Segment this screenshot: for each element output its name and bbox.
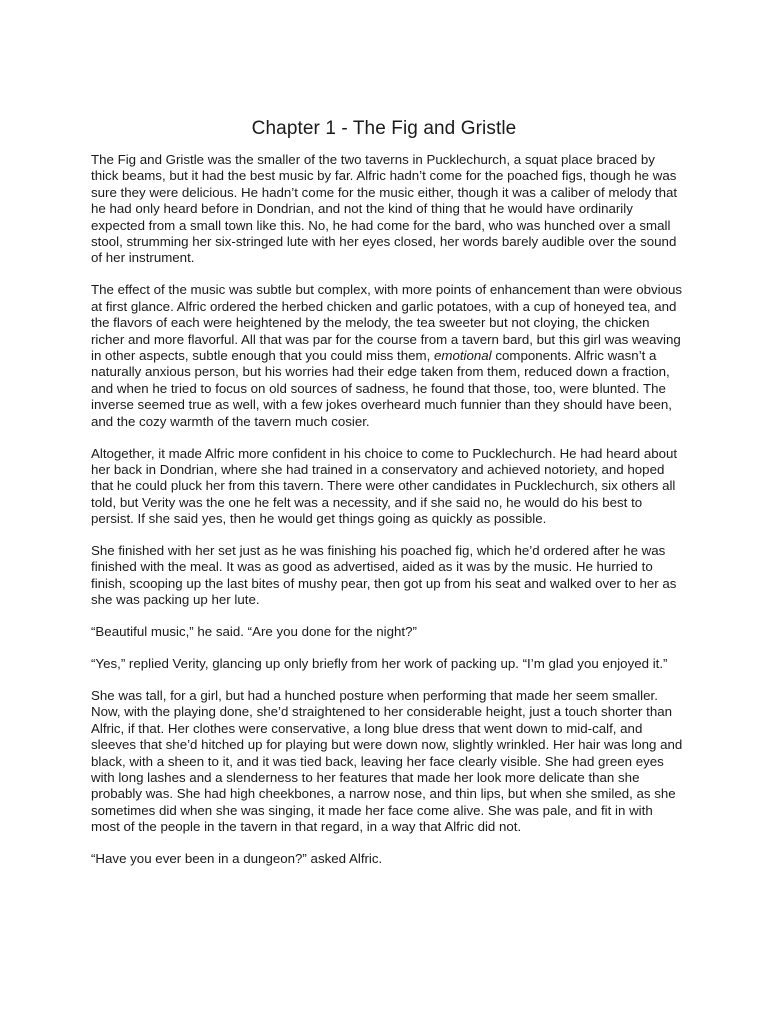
paragraph-3: Altogether, it made Alfric more confident in his choice to come to Pucklechurch. He had heard about her back in Dondrian, where she had trained in a conservatory and achieved notoriety, and hoped that he could pluck her from this tavern. There were other candidates in Pucklechurch, six others all told, but Verity was the one he felt was a necessity, and if she said no, he would do his best to persist. If she said yes, then he would get things going as quickly as possible. <box>91 445 678 527</box>
paragraph-5: “Beautiful music,” he said. “Are you done for the night?” <box>91 624 417 640</box>
paragraph-2 <box>91 282 684 430</box>
paragraph-2-after: components. Alfric wasn’t a naturally anxious person, but his worries had their edge taken from them, reduced down a fraction, and when he tried to focus on old sources of sadness, he found that those, too, were blunted. The inverse seemed true as well, with a few jokes overheard much funnier than they should have been, and the cozy warmth of the tavern much cosier. <box>91 347 672 429</box>
paragraph-8: “Have you ever been in a dungeon?” asked Alfric. <box>91 851 383 867</box>
paragraph-6: “Yes,” replied Verity, glancing up only briefly from her work of packing up. “I’m glad you enjoyed it.” <box>91 656 668 672</box>
paragraph-7: She was tall, for a girl, but had a hunched posture when performing that made her seem smaller. Now, with the playing done, she’d straightened to her considerable height, just a touch shorter than Alfric, if that. Her clothes were conservative, a long blue dress that went down to mid-calf, and sleeves that she’d hitched up for playing but were down now, slightly wrinkled. Her hair was long and black, with a sheen to it, and it was tied back, leaving her face clearly visible. She had green eyes with long lashes and a slenderness to her features that made her look more delicate than she probably was. She had high cheekbones, a narrow nose, and thin lips, but when she smiled, as she sometimes did when she was singing, it made her face come alive. She was pale, and fit in with most of the people in the tavern in that regard, in a way that Alfric did not. <box>91 687 683 835</box>
chapter-title: Chapter 1 - The Fig and Gristle <box>251 118 517 139</box>
paragraph-2-before: The effect of the music was subtle but complex, with more points of enhancement than were obvious at first glance. Alfric ordered the herbed chicken and garlic potatoes, with a cup of honeyed tea, and the flavors of each were heightened by the melody, the tea sweeter but not cloying, the chicken richer and more flavorful. All that was par for the course from a tavern bard, but this girl was weaving in other aspects, subtle enough that you could miss them, <box>91 282 683 363</box>
paragraph-1: The Fig and Gristle was the smaller of the two taverns in Pucklechurch, a squat place braced by thick beams, but it had the best music by far. Alfric hadn’t come for the poached figs, though he was sure they were delicious. He hadn’t come for the music either, though it was a caliber of melody that he had only heard before in Dondrian, and not the kind of thing that he would have ordinarily expected from a small town like this. No, he had come for the bard, who was hunched over a small stool, strumming her six-stringed lute with her eyes closed, her words barely audible over the sound of her instrument. <box>91 152 678 266</box>
chapter-body <box>91 152 684 883</box>
paragraph-2-emphasis: emotional <box>433 347 492 363</box>
paragraph-4: She finished with her set just as he was finishing his poached fig, which he’d ordered after he was finished with the meal. It was as good as advertised, aided as it was by the music. He hurried to finish, scooping up the last bites of mushy pear, then got up from his seat and walked over to her as she was packing up her lute. <box>91 543 677 608</box>
